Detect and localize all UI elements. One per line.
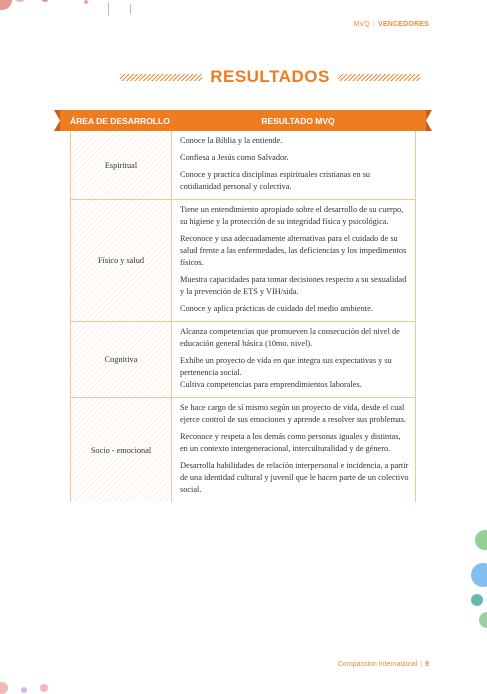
area-cell: Espiritual	[104, 160, 138, 170]
result-item: Cultiva competencias para emprendimientos laborales.	[180, 380, 362, 389]
area-cell: Físico y salud	[97, 256, 145, 265]
result-item: Conoce la Biblia y la entiende.	[180, 136, 283, 145]
area-cell: Socio - emocional	[90, 445, 152, 455]
result-item: Conoce y practica disciplinas espirituales cristianas en su cotidianidad personal y colectiva.	[180, 170, 371, 191]
page-footer	[338, 661, 429, 668]
title-decoration-left	[120, 74, 202, 81]
result-item: Conoce y aplica prácticas de cuidado del medio ambiente.	[180, 304, 373, 313]
result-item: Confiesa a Jesús como Salvador.	[180, 153, 289, 162]
header-section: VENCEDORES	[377, 21, 429, 28]
column-header-area: ÁREA DE DESARROLLO	[70, 115, 170, 126]
area-cell: Cognitiva	[104, 355, 138, 364]
result-cell	[171, 200, 415, 321]
page-title-block	[120, 66, 420, 88]
result-cell	[171, 131, 415, 199]
result-item: Reconoce y usa adecuadamente alternativas para el cuidado de su salud frente a las enfermedades, las deficiencias y los impedimentos físicos.	[180, 234, 407, 267]
table-row	[71, 131, 415, 199]
title-decoration-right	[338, 74, 420, 81]
table-row	[71, 321, 415, 397]
footer-publisher: Compassion International	[337, 661, 418, 668]
page-number: 9	[425, 661, 429, 668]
page-title: RESULTADOS	[210, 67, 330, 86]
watercolor-splash-right	[453, 520, 487, 640]
header-brand: MVQ	[353, 21, 370, 28]
table-row	[71, 199, 415, 321]
result-item: Exhibe un proyecto de vida en que integra sus expectativas y su pertenencia social.	[180, 356, 392, 377]
result-item: Alcanza competencias que promueven la consecución del nivel de educación general básica (10mo. nivel).	[180, 327, 400, 348]
running-header	[353, 21, 429, 28]
result-item: Muestra capacidades para tomar decisiones respecto a su sexualidad y la prevención de ETS y VIH/sida.	[180, 275, 407, 296]
table-row	[71, 397, 415, 502]
column-header-result: RESULTADO MVQ	[261, 115, 335, 126]
result-item: Desarrolla habilidades de relación interpersonal e incidencia, a partir de una identidad cultural y juvenil que le hacen parte de un colectivo social.	[180, 461, 409, 494]
watercolor-splash-top-left	[0, 0, 150, 32]
result-cell	[171, 398, 415, 502]
result-item: Se hace cargo de sí mismo según un proyecto de vida, desde el cual ejerce control de sus emociones y aprende a resolver sus problemas.	[180, 403, 407, 424]
watercolor-splash-bottom-left	[0, 674, 64, 694]
footer-separator: |	[420, 661, 423, 668]
result-item: Tiene un entendimiento apropiado sobre el desarrollo de su cuerpo, su higiene y la protección de su integridad física y psicológica.	[180, 205, 404, 226]
table-body	[70, 131, 416, 502]
result-item: Reconoce y respeta a los demás como personas iguales y distintas, en un contexto intergeneracional, interculturalidad y de género.	[180, 432, 401, 453]
result-cell	[171, 322, 415, 397]
results-table	[60, 110, 426, 502]
header-separator: |	[372, 21, 375, 28]
table-header	[60, 110, 426, 131]
